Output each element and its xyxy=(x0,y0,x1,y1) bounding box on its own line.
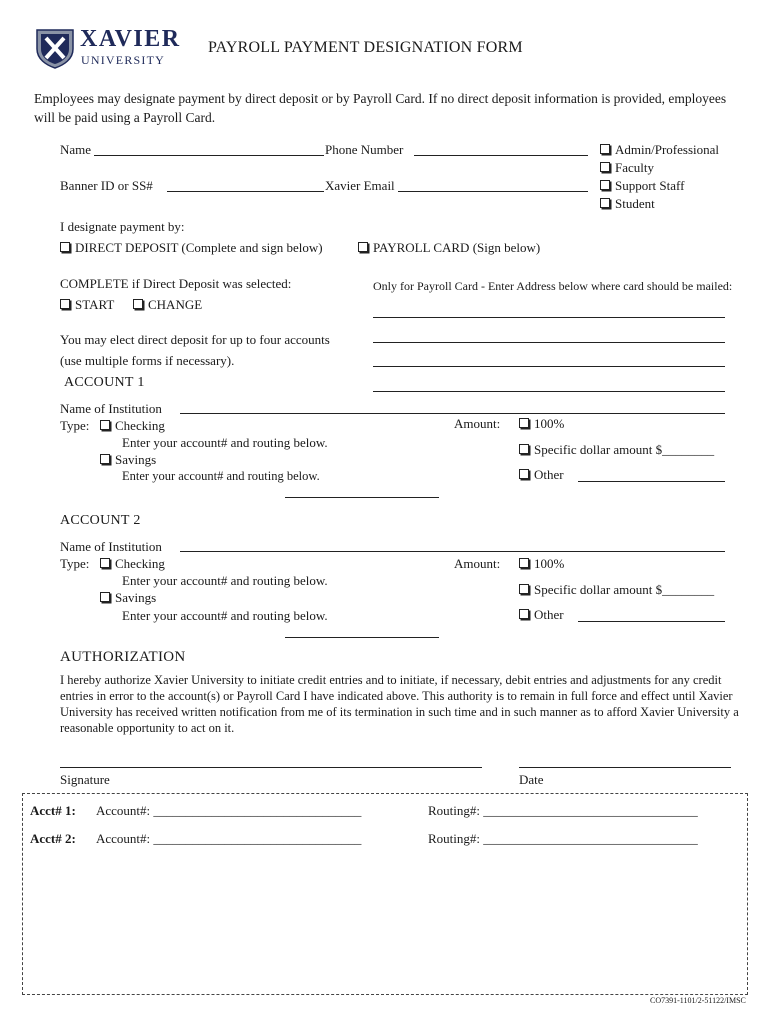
checking-option[interactable]: Checking xyxy=(100,556,165,572)
checkbox-icon xyxy=(600,198,610,208)
elect-text-2: (use multiple forms if necessary). xyxy=(60,353,235,368)
email-field[interactable] xyxy=(398,191,588,192)
authorization-text: I hereby authorize Xavier University to initiate credit entries and to initiate, if necessary, debit entries and adjustments for any credit entries in error to the account(s) or Payroll Card I have indicated above. This authority is to remain in full force and effect until Xavier University has received written notification from me of its termination in such time and in such manner as to afford Xavier University a reasonable opportunity to act on it. xyxy=(60,673,739,735)
logo-subtitle: UNIVERSITY xyxy=(81,53,165,67)
category-support[interactable]: Support Staff xyxy=(600,178,684,194)
checkbox-icon xyxy=(519,418,529,428)
amount-specific-option[interactable]: Specific dollar amount $________ xyxy=(519,442,714,458)
amount-other-option[interactable]: Other xyxy=(519,467,564,483)
checkbox-icon xyxy=(133,299,143,309)
other-amount-field[interactable] xyxy=(578,621,725,622)
designate-prompt: I designate payment by: xyxy=(60,219,185,234)
acct-2-routing-field[interactable]: Routing#: _________________________________ xyxy=(428,831,698,846)
address-line-3[interactable] xyxy=(373,366,725,367)
complete-label: COMPLETE if Direct Deposit was selected: xyxy=(60,276,292,291)
payroll-card-option[interactable]: PAYROLL CARD (Sign below) xyxy=(358,240,540,256)
account-2-extra-line[interactable] xyxy=(285,637,439,638)
phone-field[interactable] xyxy=(414,155,588,156)
checkbox-icon xyxy=(100,558,110,568)
checkbox-icon xyxy=(519,584,529,594)
address-line-1[interactable] xyxy=(373,317,725,318)
type-label: Type: xyxy=(60,418,90,433)
checkbox-icon xyxy=(519,444,529,454)
checkbox-icon xyxy=(600,180,610,190)
date-field[interactable] xyxy=(519,767,731,768)
intro-paragraph: Employees may designate payment by direct deposit or by Payroll Card. If no direct deposit information is provided, employees will be paid using a Payroll Card. xyxy=(34,91,727,125)
checkbox-icon xyxy=(100,420,110,430)
checking-option[interactable]: Checking xyxy=(100,418,165,434)
account-routing-box xyxy=(22,793,748,995)
checkbox-icon xyxy=(519,558,529,568)
category-admin[interactable]: Admin/Professional xyxy=(600,142,719,158)
account-2-title: ACCOUNT 2 xyxy=(60,513,141,528)
checkbox-icon xyxy=(519,609,529,619)
checkbox-icon xyxy=(60,299,70,309)
amount-other-option[interactable]: Other xyxy=(519,607,564,623)
banner-field[interactable] xyxy=(167,191,324,192)
direct-deposit-option[interactable]: DIRECT DEPOSIT (Complete and sign below) xyxy=(60,240,323,256)
checkbox-icon xyxy=(600,162,610,172)
amount-label: Amount: xyxy=(454,556,501,571)
xavier-shield-logo xyxy=(34,27,76,69)
signature-field[interactable] xyxy=(60,767,482,768)
checkbox-icon xyxy=(358,242,368,252)
address-line-4[interactable] xyxy=(373,391,725,392)
logo-wordmark: XAVIER xyxy=(80,26,181,52)
banner-label: Banner ID or SS# xyxy=(60,178,153,193)
account-1-extra-line[interactable] xyxy=(285,497,439,498)
amount-specific-option[interactable]: Specific dollar amount $________ xyxy=(519,582,714,598)
address-line-2[interactable] xyxy=(373,342,725,343)
savings-note: Enter your account# and routing below. xyxy=(122,608,328,623)
other-amount-field[interactable] xyxy=(578,481,725,482)
institution-field[interactable] xyxy=(180,413,725,414)
checking-note: Enter your account# and routing below. xyxy=(122,435,328,450)
name-label: Name xyxy=(60,142,92,157)
start-option[interactable]: START xyxy=(60,297,114,313)
footer-code: CO7391-1101/2-51122/IMSC xyxy=(650,996,746,1005)
form-title: PAYROLL PAYMENT DESIGNATION FORM xyxy=(208,39,523,56)
institution-label: Name of Institution xyxy=(60,539,162,554)
change-option[interactable]: CHANGE xyxy=(133,297,202,313)
amount-full-option[interactable]: 100% xyxy=(519,416,564,432)
authorization-title: AUTHORIZATION xyxy=(60,649,186,665)
checking-note: Enter your account# and routing below. xyxy=(122,573,328,588)
checkbox-icon xyxy=(100,454,110,464)
savings-option[interactable]: Savings xyxy=(100,452,156,468)
acct-1-account-field[interactable]: Account#: ________________________________ xyxy=(96,803,362,818)
date-label: Date xyxy=(519,772,544,787)
acct-1-label: Acct# 1: xyxy=(30,803,76,818)
signature-label: Signature xyxy=(60,772,110,787)
category-student[interactable]: Student xyxy=(600,196,655,212)
checkbox-icon xyxy=(600,144,610,154)
amount-full-option[interactable]: 100% xyxy=(519,556,564,572)
name-field[interactable] xyxy=(94,155,324,156)
savings-note: Enter your account# and routing below. xyxy=(122,469,320,483)
institution-label: Name of Institution xyxy=(60,401,162,416)
checkbox-icon xyxy=(519,469,529,479)
acct-2-account-field[interactable]: Account#: ________________________________ xyxy=(96,831,362,846)
category-faculty[interactable]: Faculty xyxy=(600,160,654,176)
savings-option[interactable]: Savings xyxy=(100,590,156,606)
checkbox-icon xyxy=(100,592,110,602)
payroll-card-note: Only for Payroll Card - Enter Address below where card should be mailed: xyxy=(373,279,733,293)
checkbox-icon xyxy=(60,242,70,252)
account-1-title: ACCOUNT 1 xyxy=(64,375,145,390)
acct-1-routing-field[interactable]: Routing#: _________________________________ xyxy=(428,803,698,818)
amount-label: Amount: xyxy=(454,416,501,431)
institution-field[interactable] xyxy=(180,551,725,552)
elect-text-1: You may elect direct deposit for up to four accounts xyxy=(60,332,330,347)
email-label: Xavier Email xyxy=(325,178,395,193)
phone-label: Phone Number xyxy=(325,142,404,157)
type-label: Type: xyxy=(60,556,90,571)
acct-2-label: Acct# 2: xyxy=(30,831,76,846)
